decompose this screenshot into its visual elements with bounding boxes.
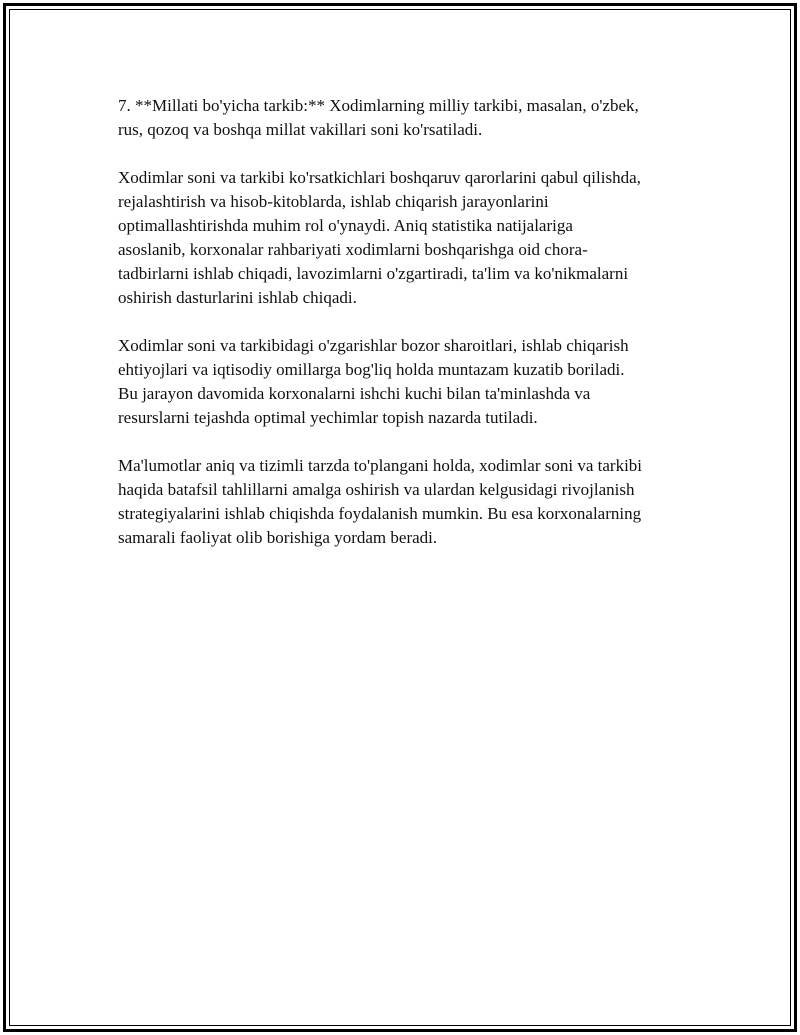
text-line: strategiyalarini ishlab chiqishda foydalanish mumkin. Bu esa korxonalarning <box>118 504 642 523</box>
text-line: tadbirlarni ishlab chiqadi, lavozimlarni o'zgartiradi, ta'lim va ko'nikmalarni <box>118 264 629 283</box>
text-line: rejalashtirish va hisob-kitoblarda, ishlab chiqarish jarayonlarini <box>118 192 549 211</box>
document-body <box>118 94 698 574</box>
text-line: asoslanib, korxonalar rahbariyati xodimlarni boshqarishga oid chora- <box>118 240 588 259</box>
text-line: optimallashtirishda muhim rol o'ynaydi. Aniq statistika natijalariga <box>118 216 573 235</box>
text-line: Ma'lumotlar aniq va tizimli tarzda to'plangani holda, xodimlar soni va tarkibi <box>118 456 643 475</box>
paragraph-national-composition <box>118 94 698 142</box>
text-line: haqida batafsil tahlillarni amalga oshirish va ulardan kelgusidagi rivojlanish <box>118 480 635 499</box>
text-line: resurslarni tejashda optimal yechimlar topish nazarda tutiladi. <box>118 408 538 427</box>
paragraph-data-analysis <box>118 454 698 550</box>
text-line: Xodimlar soni va tarkibidagi o'zgarishlar bozor sharoitlari, ishlab chiqarish <box>118 336 629 355</box>
text-line: Bu jarayon davomida korxonalarni ishchi kuchi bilan ta'minlashda va <box>118 384 591 403</box>
text-line: samarali faoliyat olib borishiga yordam beradi. <box>118 528 438 547</box>
text-line: 7. **Millati bo'yicha tarkib:** Xodimlarning milliy tarkibi, masalan, o'zbek, <box>118 96 639 115</box>
text-line: ehtiyojlari va iqtisodiy omillarga bog'liq holda muntazam kuzatib boriladi. <box>118 360 625 379</box>
paragraph-changes-monitoring <box>118 334 698 430</box>
text-line: rus, qozoq va boshqa millat vakillari soni ko'rsatiladi. <box>118 120 483 139</box>
text-line: Xodimlar soni va tarkibi ko'rsatkichlari boshqaruv qarorlarini qabul qilishda, <box>118 168 641 187</box>
paragraph-indicators-role <box>118 166 698 310</box>
text-line: oshirish dasturlarini ishlab chiqadi. <box>118 288 357 307</box>
